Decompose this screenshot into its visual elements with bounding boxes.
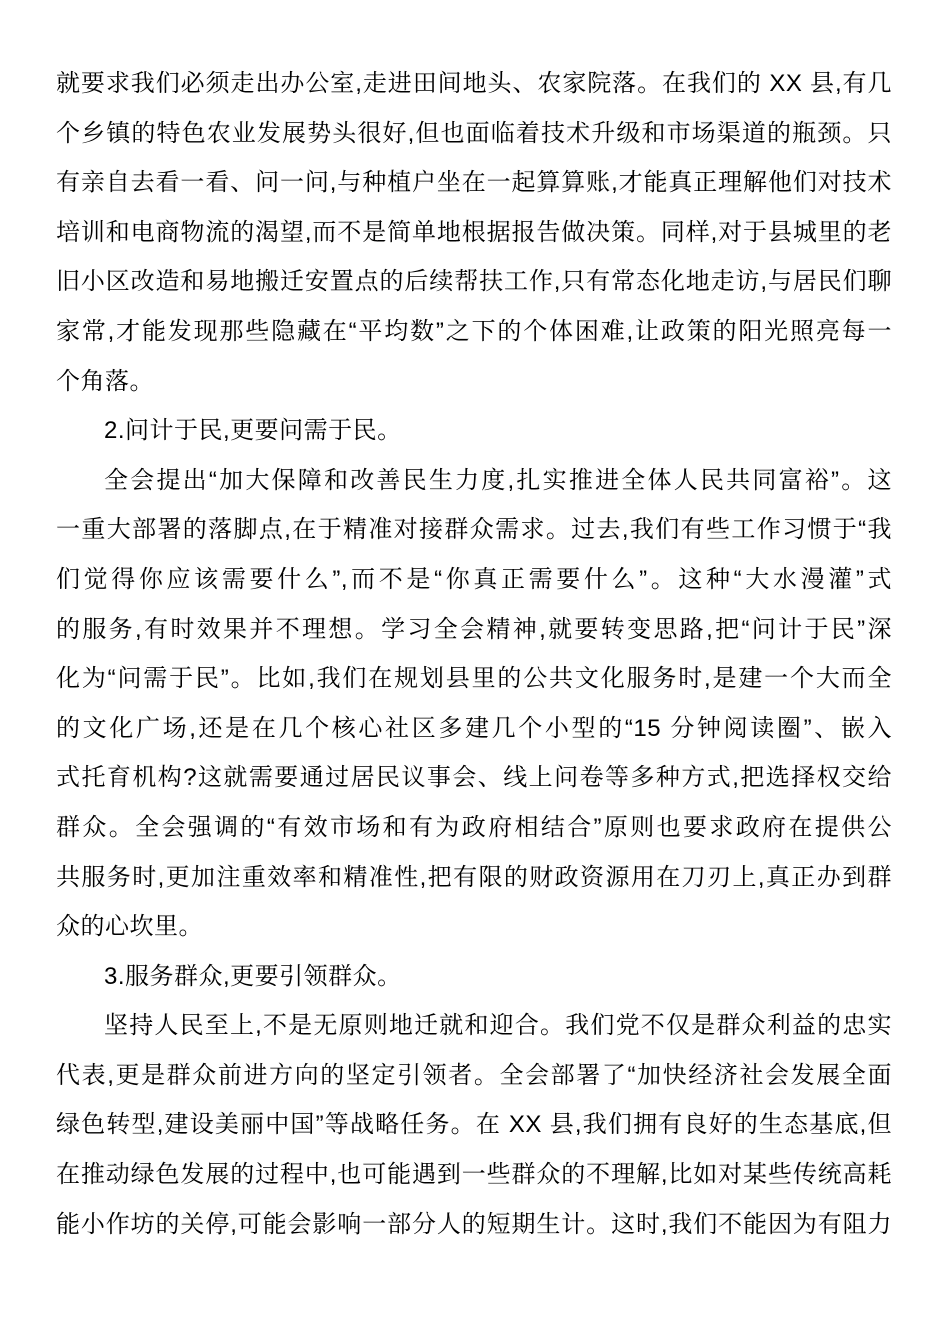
text-line: 代表,更是群众前进方向的坚定引领者。全会部署了“加快经济社会发展全面 — [56, 1061, 892, 1089]
text-line: 有亲自去看一看、问一问,与种植户坐在一起算算账,才能真正理解他们对技术 — [56, 169, 892, 197]
text-line: 绿色转型,建设美丽中国”等战略任务。在 XX 县,我们拥有良好的生态基底,但 — [56, 1111, 892, 1139]
text-line: 能小作坊的关停,可能会影响一部分人的短期生计。这时,我们不能因为有阻力 — [56, 1210, 892, 1238]
text-line: 旧小区改造和易地搬迁安置点的后续帮扶工作,只有常态化地走访,与居民们聊 — [56, 268, 892, 296]
text-line: 群众。全会强调的“有效市场和有为政府相结合”原则也要求政府在提供公 — [56, 813, 892, 841]
text-line: 个角落。 — [56, 367, 154, 395]
text-column — [56, 59, 892, 1249]
text-line: 的服务,有时效果并不理想。学习全会精神,就要转变思路,把“问计于民”深 — [56, 615, 892, 643]
text-line: 众的心坎里。 — [56, 913, 203, 941]
text-line: 化为“问需于民”。比如,我们在规划县里的公共文化服务时,是建一个大而全 — [56, 665, 892, 693]
text-line: 在推动绿色发展的过程中,也可能遇到一些群众的不理解,比如对某些传统高耗 — [56, 1161, 892, 1189]
text-line: 坚持人民至上,不是无原则地迁就和迎合。我们党不仅是群众利益的忠实 — [104, 1012, 892, 1040]
text-line: 就要求我们必须走出办公室,走进田间地头、农家院落。在我们的 XX 县,有几 — [56, 70, 892, 97]
text-line: 全会提出“加大保障和改善民生力度,扎实推进全体人民共同富裕”。这 — [104, 466, 892, 494]
text-line: 3.服务群众,更要引领群众。 — [104, 962, 402, 990]
text-line: 家常,才能发现那些隐藏在“平均数”之下的个体困难,让政策的阳光照亮每一 — [56, 317, 892, 345]
text-line: 培训和电商物流的渴望,而不是简单地根据报告做决策。同样,对于县城里的老 — [56, 218, 892, 246]
text-line: 个乡镇的特色农业发展势头很好,但也面临着技术升级和市场渠道的瓶颈。只 — [56, 119, 892, 147]
text-line: 的文化广场,还是在几个核心社区多建几个小型的“15 分钟阅读圈”、嵌入 — [56, 714, 892, 742]
text-line: 共服务时,更加注重效率和精准性,把有限的财政资源用在刀刃上,真正办到群 — [56, 863, 892, 891]
text-line: 们觉得你应该需要什么”,而不是“你真正需要什么”。这种“大水漫灌”式 — [56, 565, 892, 593]
text-line: 一重大部署的落脚点,在于精准对接群众需求。过去,我们有些工作习惯于“我 — [56, 516, 892, 544]
text-line: 2.问计于民,更要问需于民。 — [104, 417, 402, 445]
text-line: 式托育机构?这就需要通过居民议事会、线上问卷等多种方式,把选择权交给 — [56, 764, 892, 792]
